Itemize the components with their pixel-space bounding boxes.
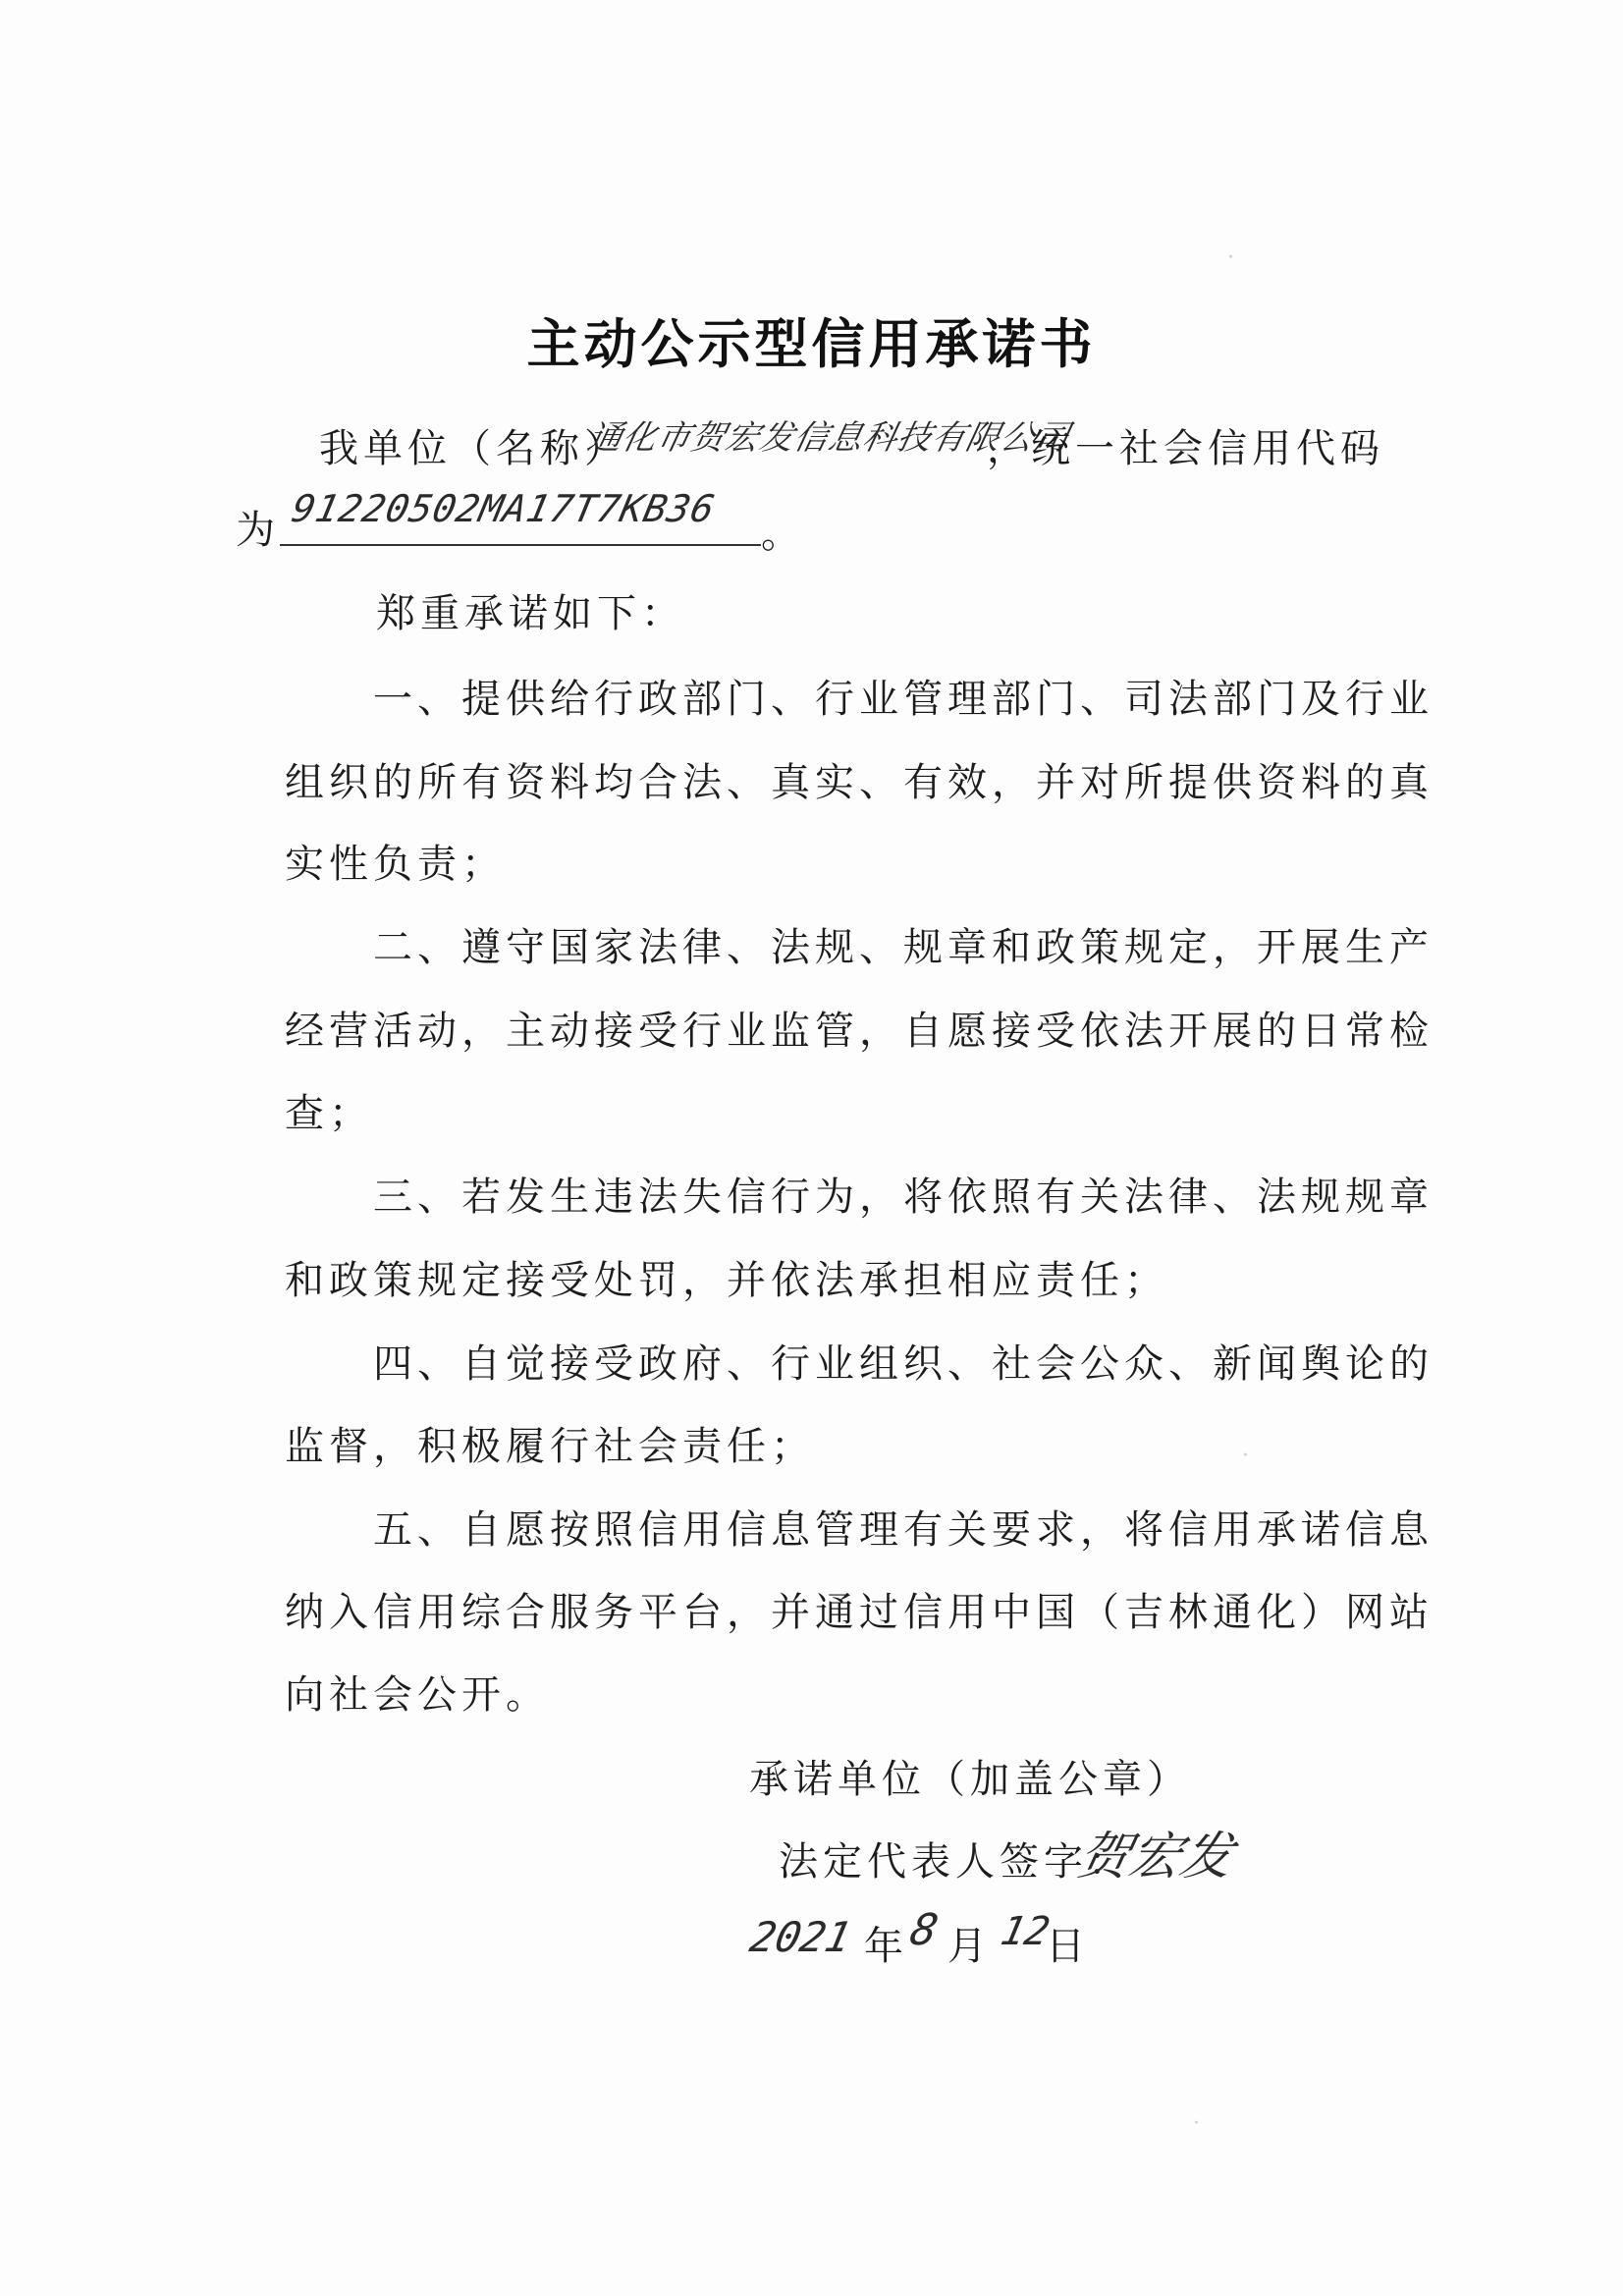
scan-speck: ·: [1242, 1444, 1249, 1468]
scan-speck: ·: [1227, 246, 1234, 270]
legal-rep-label: 法定代表人签字：: [779, 1839, 1132, 1885]
date-year-label: 年: [864, 1924, 908, 1969]
intro-prefix: 我单位（名称）: [319, 426, 628, 471]
clause-4-line-1: 四、自觉接受政府、行业组织、社会公众、新闻舆论的: [373, 1341, 1434, 1387]
clause-5-line-1: 五、自愿按照信用信息管理有关要求，将信用承诺信息: [373, 1507, 1434, 1553]
clause-4-line-2: 监督，积极履行社会责任；: [285, 1424, 815, 1469]
date-month-label: 月: [947, 1924, 992, 1969]
credit-code-handwritten: 91220502MA17T7KB36: [288, 487, 720, 530]
date-month-handwritten: 8: [905, 1905, 943, 1955]
clause-1-line-3: 实性负责；: [285, 842, 506, 887]
clause-2-line-3: 查；: [285, 1091, 373, 1136]
clause-2-line-2: 经营活动，主动接受行业监管，自愿接受依法开展的日常检: [285, 1009, 1434, 1054]
code-end: 。: [761, 512, 805, 557]
clause-5-line-2: 纳入信用综合服务平台，并通过信用中国（吉林通化）网站: [285, 1590, 1434, 1635]
date-day-handwritten: 12: [997, 1909, 1055, 1954]
credit-code-underline: [280, 544, 761, 546]
scan-speck: ·: [1193, 2111, 1200, 2136]
code-prefix: 为: [236, 508, 280, 553]
clause-3-line-1: 三、若发生违法失信行为，将依照有关法律、法规规章: [373, 1175, 1434, 1220]
clause-1-line-2: 组织的所有资料均合法、真实、有效，并对所提供资料的真: [285, 760, 1434, 805]
unit-name-handwritten: 通化市贺宏发信息科技有限公司: [584, 418, 1074, 458]
page-title: 主动公示型信用承诺书: [526, 313, 1097, 375]
pledge-intro: 郑重承诺如下：: [376, 591, 685, 636]
clause-3-line-2: 和政策规定接受处罚，并依法承担相应责任；: [285, 1258, 1168, 1303]
intro-suffix: ，统一社会信用代码: [987, 426, 1384, 471]
unit-seal-label: 承诺单位（加盖公章）: [749, 1757, 1191, 1802]
legal-rep-signature: 贺宏发: [1072, 1828, 1239, 1886]
clause-2-line-1: 二、遵守国家法律、法规、规章和政策规定，开展生产: [373, 925, 1434, 970]
clause-5-line-3: 向社会公开。: [285, 1672, 550, 1718]
date-year-handwritten: 2021: [745, 1913, 856, 1961]
clause-1-line-1: 一、提供给行政部门、行业管理部门、司法部门及行业: [373, 677, 1434, 722]
date-day-label: 日: [1046, 1924, 1090, 1969]
